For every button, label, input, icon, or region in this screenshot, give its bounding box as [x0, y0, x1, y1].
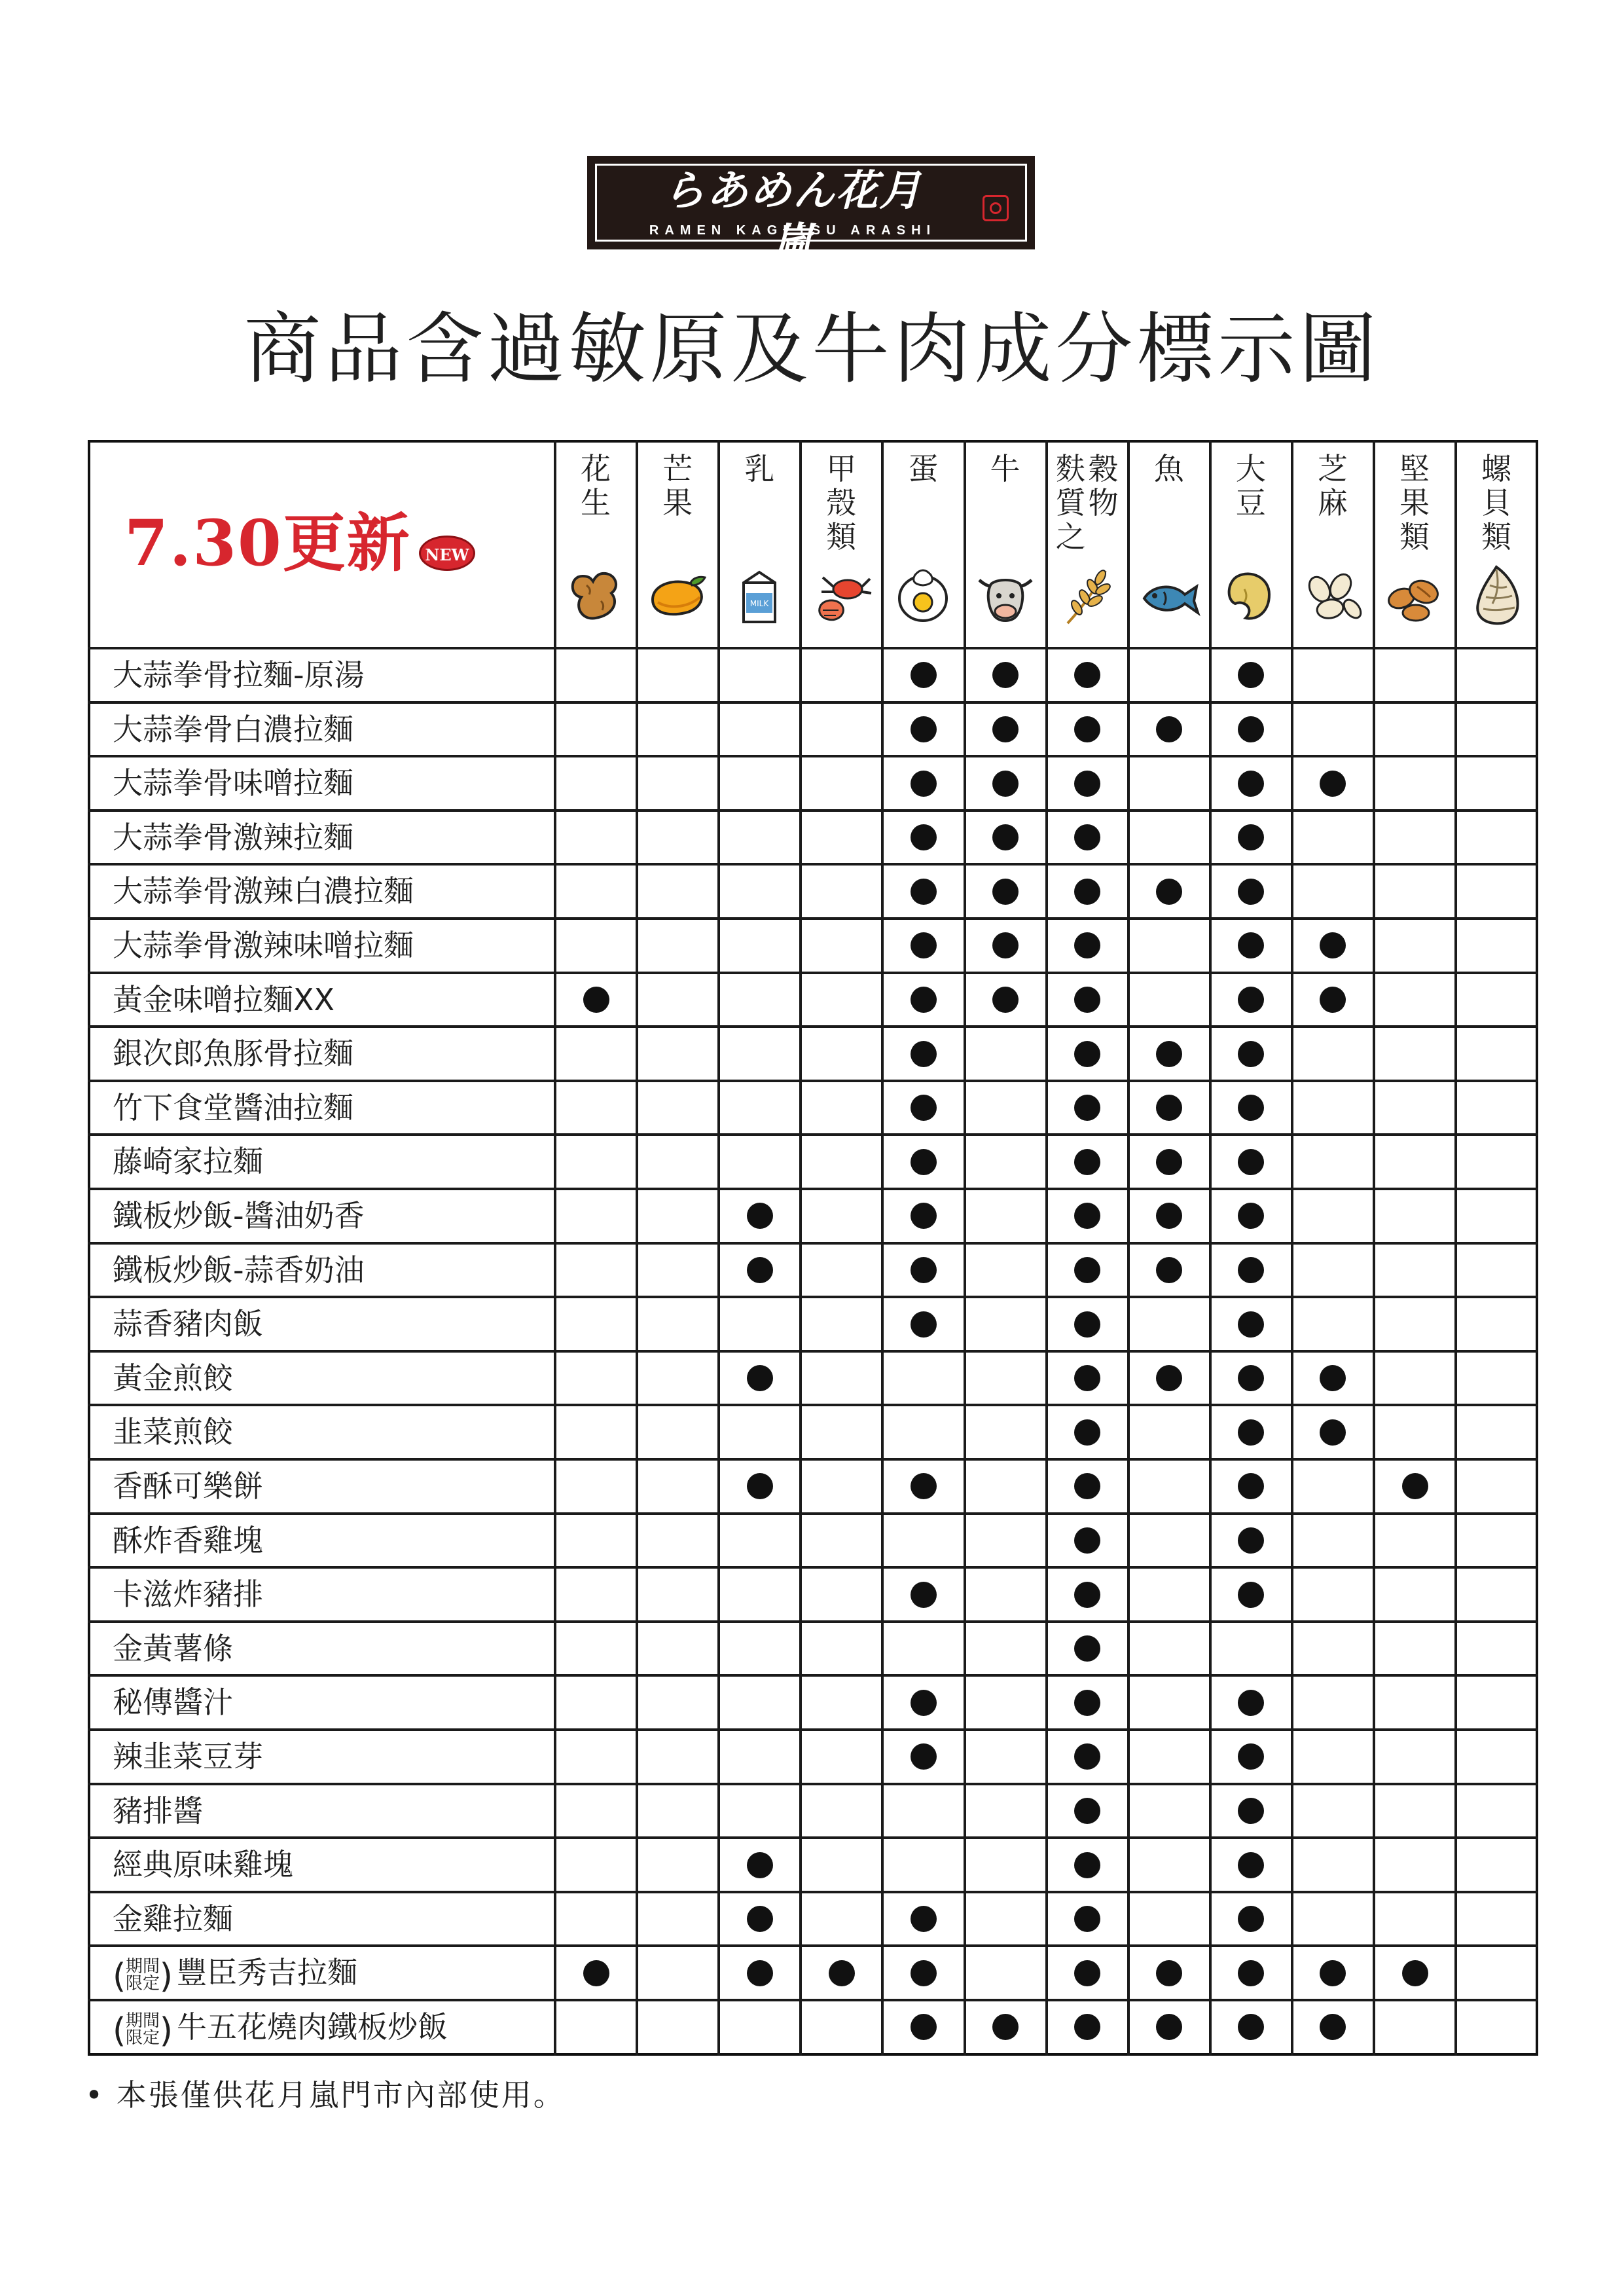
- column-header: [1292, 452, 1373, 520]
- menu-item-name: [113, 1675, 233, 1729]
- limited-time-tag-text: ( 期間限定 ): [124, 1958, 161, 1992]
- row-divider: [88, 1566, 1538, 1569]
- menu-item-name: [113, 1567, 263, 1621]
- allergen-dot: [911, 1149, 937, 1175]
- allergen-dot: [1402, 1473, 1428, 1499]
- menu-item-label: 金雞拉麵: [113, 1901, 233, 1937]
- allergen-dot: [1074, 1906, 1100, 1932]
- allergen-dot: [911, 662, 937, 688]
- menu-item-name: [113, 1514, 263, 1567]
- allergen-dot: [1238, 1960, 1264, 1986]
- menu-item-name: [113, 1297, 263, 1351]
- allergen-dot: [1238, 1690, 1264, 1716]
- allergen-dot: [911, 932, 937, 958]
- column-header-label: 魚: [1153, 451, 1184, 486]
- allergen-dot: [1074, 932, 1100, 958]
- column-header-label: 蛋: [908, 451, 939, 486]
- allergen-dot: [1074, 1419, 1100, 1446]
- allergen-dot: [1320, 2014, 1346, 2040]
- allergen-dot: [911, 1041, 937, 1067]
- menu-item-name: [113, 2000, 448, 2054]
- allergen-dot: [911, 1690, 937, 1716]
- allergen-dot: [911, 824, 937, 850]
- row-divider: [88, 1728, 1538, 1731]
- cow-icon: [965, 563, 1046, 635]
- allergen-dot: [747, 1203, 773, 1229]
- allergen-dot: [1238, 1257, 1264, 1283]
- allergen-dot: [911, 1743, 937, 1770]
- allergen-dot: [1156, 1149, 1182, 1175]
- menu-item-label: 鐵板炒飯-醬油奶香: [113, 1198, 365, 1233]
- allergen-dot: [1320, 932, 1346, 958]
- allergen-dot: [1074, 824, 1100, 850]
- shrimp-crab-icon: [801, 563, 882, 635]
- menu-item-name: [113, 973, 334, 1027]
- menu-item-label: 銀次郎魚豚骨拉麵: [113, 1036, 353, 1072]
- allergen-dot: [747, 1852, 773, 1878]
- allergen-dot: [1238, 987, 1264, 1013]
- menu-item-label: 蒜香豬肉飯: [113, 1306, 263, 1342]
- menu-item-label: 韭菜煎餃: [113, 1414, 233, 1450]
- allergen-dot: [1074, 1365, 1100, 1391]
- allergen-dot: [992, 987, 1019, 1013]
- column-header: [719, 452, 800, 486]
- menu-item-label: 大蒜拳骨白濃拉麵: [113, 711, 353, 747]
- limited-time-tag: [113, 1946, 175, 1999]
- allergen-dot: [1238, 1419, 1264, 1446]
- column-header-label: 甲殼類: [826, 451, 857, 555]
- menu-item-name: [113, 1946, 357, 1999]
- allergen-dot: [1238, 932, 1264, 958]
- allergen-dot: [1156, 1203, 1182, 1229]
- nuts-icon: [1374, 563, 1455, 635]
- svg-text:MILK: MILK: [749, 599, 769, 608]
- allergen-dot: [1320, 1960, 1346, 1986]
- menu-item-label: 卡滋炸豬排: [113, 1576, 263, 1613]
- allergen-dot: [1156, 1960, 1182, 1986]
- mango-icon: [637, 563, 718, 635]
- logo-name: らあめん花月嵐: [663, 166, 922, 268]
- sesame-icon: [1292, 563, 1373, 635]
- allergen-dot: [992, 2014, 1019, 2040]
- logo-seal-icon: [983, 195, 1009, 221]
- column-header: [1374, 452, 1455, 554]
- menu-item-label: 大蒜拳骨激辣味噌拉麵: [113, 928, 414, 963]
- table-border-top: [88, 440, 1538, 443]
- allergen-dot: [1320, 1365, 1346, 1391]
- allergen-dot: [1238, 1311, 1264, 1338]
- column-header-label: 芝麻: [1317, 451, 1348, 520]
- menu-item-label: 藤崎家拉麵: [113, 1144, 263, 1180]
- allergen-dot: [1238, 716, 1264, 742]
- allergen-dot: [992, 662, 1019, 688]
- allergen-dot: [911, 1906, 937, 1932]
- allergen-dot: [747, 1960, 773, 1986]
- allergen-dot: [911, 1203, 937, 1229]
- menu-item-name: [113, 1135, 263, 1188]
- allergen-dot: [829, 1960, 855, 1986]
- column-divider: [1045, 440, 1048, 2056]
- fish-icon: [1128, 563, 1210, 635]
- column-header-label: 螺貝類: [1481, 451, 1512, 555]
- allergen-dot: [911, 1960, 937, 1986]
- row-divider: [88, 1458, 1538, 1461]
- menu-item-name: [113, 756, 353, 810]
- allergen-dot: [1238, 1906, 1264, 1932]
- menu-item-label: 豐臣秀吉拉麵: [177, 1955, 357, 1991]
- allergen-dot: [1074, 662, 1100, 688]
- allergen-dot: [1238, 1852, 1264, 1878]
- allergen-dot: [911, 771, 937, 797]
- logo-romaji: RAMEN KAGETSU ARASHI: [649, 223, 937, 238]
- peanut-icon: [555, 563, 636, 635]
- column-divider: [636, 440, 638, 2056]
- allergen-dot: [1074, 1257, 1100, 1283]
- allergen-dot: [747, 1365, 773, 1391]
- menu-item-name: [113, 1838, 293, 1891]
- allergen-dot: [911, 1257, 937, 1283]
- menu-item-label: 鐵板炒飯-蒜香奶油: [113, 1252, 365, 1288]
- allergen-dot: [1238, 1365, 1264, 1391]
- shell-icon: [1456, 563, 1537, 635]
- limited-time-tag-text: ( 期間限定 ): [124, 2013, 161, 2047]
- allergen-dot: [747, 1257, 773, 1283]
- row-divider: [88, 1404, 1538, 1406]
- column-header: [555, 452, 636, 520]
- menu-item-label: 黃金味噌拉麵XX: [113, 981, 335, 1017]
- column-divider: [1454, 440, 1457, 2056]
- menu-item-name: [113, 1243, 365, 1297]
- allergen-dot: [1074, 1582, 1100, 1608]
- menu-item-label: 酥炸香雞塊: [113, 1522, 263, 1558]
- menu-item-name: [113, 702, 353, 756]
- allergen-dot: [1074, 1473, 1100, 1499]
- row-divider: [88, 1512, 1538, 1515]
- table-border-right: [1536, 440, 1538, 2056]
- menu-item-name: [113, 1730, 263, 1783]
- column-divider: [554, 440, 556, 2056]
- footnote-text: 本張僅供花月嵐門市內部使用。: [116, 2077, 566, 2113]
- allergen-dot: [1238, 1203, 1264, 1229]
- allergen-dot: [747, 1906, 773, 1932]
- soybean-icon: [1210, 563, 1291, 635]
- column-divider: [1373, 440, 1375, 2056]
- allergen-dot: [992, 771, 1019, 797]
- column-divider: [881, 440, 884, 2056]
- column-header: [1128, 452, 1210, 486]
- column-header: [1456, 452, 1537, 554]
- menu-item-label: 牛五花燒肉鐵板炒飯: [177, 2009, 448, 2045]
- allergen-dot: [1074, 1527, 1100, 1554]
- footnote: • 本張僅供花月嵐門市內部使用。: [85, 2077, 566, 2113]
- column-header-label: 牛: [990, 451, 1020, 486]
- allergen-dot: [1156, 716, 1182, 742]
- allergen-dot: [1320, 771, 1346, 797]
- column-header: [882, 452, 964, 486]
- row-divider: [88, 1891, 1538, 1893]
- allergen-dot: [1074, 1690, 1100, 1716]
- column-divider: [964, 440, 966, 2056]
- allergen-dot: [1238, 1095, 1264, 1121]
- allergen-dot: [1074, 2014, 1100, 2040]
- column-header-label: 乳: [744, 451, 775, 486]
- menu-item-label: 黃金煎餃: [113, 1360, 233, 1396]
- column-header: [1210, 452, 1291, 520]
- column-header: [965, 452, 1046, 486]
- column-divider: [717, 440, 720, 2056]
- allergen-dot: [1074, 1311, 1100, 1338]
- column-header-label: 大豆: [1235, 451, 1266, 520]
- menu-item-name: [113, 1189, 365, 1243]
- menu-item-label: 大蒜拳骨激辣白濃拉麵: [113, 873, 414, 909]
- allergen-dot: [1156, 1257, 1182, 1283]
- menu-item-name: [113, 648, 365, 702]
- column-header-label: 花生: [581, 451, 611, 520]
- allergen-dot: [1156, 1095, 1182, 1121]
- allergen-dot: [1074, 771, 1100, 797]
- column-header-label: 芒果: [662, 451, 693, 520]
- row-divider: [88, 1783, 1538, 1785]
- limited-time-tag: [113, 2000, 175, 2054]
- allergen-dot: [1238, 771, 1264, 797]
- brand-logo: [587, 156, 1035, 268]
- allergen-dot: [1074, 1041, 1100, 1067]
- menu-item-label: 秘傳醬汁: [113, 1685, 233, 1721]
- allergen-dot: [992, 824, 1019, 850]
- allergen-dot: [1402, 1960, 1428, 1986]
- menu-item-label: 金黃薯條: [113, 1630, 233, 1666]
- allergen-dot: [1156, 2014, 1182, 2040]
- egg-icon: [882, 563, 964, 635]
- allergen-dot: [911, 1095, 937, 1121]
- allergen-dot: [1156, 1365, 1182, 1391]
- allergen-dot: [911, 879, 937, 905]
- column-header: 麩 質 之 穀 物: [1055, 451, 1119, 555]
- allergen-dot: [1238, 879, 1264, 905]
- menu-item-name: [113, 864, 414, 918]
- milk-carton-icon: [719, 563, 800, 635]
- table-border-left: [88, 440, 90, 2056]
- menu-item-label: 大蒜拳骨激辣拉麵: [113, 819, 353, 855]
- allergen-dot: [1074, 1798, 1100, 1824]
- row-divider: [88, 1674, 1538, 1677]
- menu-item-name: [113, 1784, 203, 1838]
- allergen-dot: [992, 932, 1019, 958]
- menu-item-name: [113, 1351, 233, 1405]
- page-title: 商品含過敏原及牛肉成分標示圖: [244, 304, 1380, 394]
- allergen-dot: [583, 987, 609, 1013]
- column-header: [637, 452, 718, 520]
- allergen-dot: [911, 987, 937, 1013]
- allergen-dot: [1238, 1149, 1264, 1175]
- allergen-dot: [1074, 987, 1100, 1013]
- allergen-dot: [1074, 1635, 1100, 1662]
- menu-item-name: [113, 919, 414, 972]
- allergen-dot: [1074, 1960, 1100, 1986]
- allergen-dot: [747, 1473, 773, 1499]
- allergen-dot: [1238, 1798, 1264, 1824]
- menu-item-label: 辣韭菜豆芽: [113, 1739, 263, 1774]
- allergen-dot: [911, 1473, 937, 1499]
- allergen-dot: [1074, 1149, 1100, 1175]
- allergen-dot: [1156, 879, 1182, 905]
- allergen-dot: [1238, 1041, 1264, 1067]
- allergen-dot: [911, 2014, 937, 2040]
- menu-item-label: 香酥可樂餅: [113, 1468, 263, 1504]
- menu-item-name: [113, 811, 353, 864]
- allergen-dot: [911, 1311, 937, 1338]
- new-badge: NEW: [419, 536, 475, 571]
- menu-item-name: [113, 1405, 233, 1459]
- allergen-dot: [1320, 987, 1346, 1013]
- menu-item-name: [113, 1081, 353, 1135]
- menu-item-label: 竹下食堂醬油拉麵: [113, 1089, 353, 1125]
- allergen-dot: [1238, 824, 1264, 850]
- allergen-dot: [1238, 1582, 1264, 1608]
- allergen-dot: [911, 1582, 937, 1608]
- allergen-dot: [911, 716, 937, 742]
- row-divider: [88, 1620, 1538, 1623]
- allergen-dot: [1238, 1743, 1264, 1770]
- allergen-dot: [1074, 1095, 1100, 1121]
- menu-item-label: 經典原味雞塊: [113, 1847, 293, 1883]
- allergen-dot: [1320, 1419, 1346, 1446]
- allergen-dot: [1238, 1473, 1264, 1499]
- menu-item-label: 大蒜拳骨拉麵-原湯: [113, 657, 365, 693]
- update-label: 7.30更新: [124, 506, 411, 580]
- allergen-dot: [1074, 1743, 1100, 1770]
- row-divider: [88, 1350, 1538, 1353]
- allergen-dot: [992, 879, 1019, 905]
- column-divider: [799, 440, 802, 2056]
- menu-item-name: [113, 1622, 233, 1675]
- allergen-dot: [1238, 662, 1264, 688]
- column-header-label: 堅果類: [1399, 451, 1430, 555]
- menu-item-name: [113, 1892, 233, 1946]
- menu-item-label: 豬排醬: [113, 1793, 203, 1829]
- column-divider: [1127, 440, 1130, 2056]
- allergen-dot: [1238, 1527, 1264, 1554]
- allergen-dot: [1074, 716, 1100, 742]
- allergen-dot: [583, 1960, 609, 1986]
- allergen-dot: [992, 716, 1019, 742]
- menu-item-name: [113, 1027, 353, 1080]
- column-divider: [1291, 440, 1293, 2056]
- allergen-dot: [1156, 1041, 1182, 1067]
- allergen-dot: [1074, 879, 1100, 905]
- menu-item-name: [113, 1459, 263, 1513]
- row-divider: [88, 1836, 1538, 1839]
- column-divider: [1209, 440, 1212, 2056]
- allergen-dot: [1074, 1203, 1100, 1229]
- column-header: [801, 452, 882, 554]
- menu-item-label: 大蒜拳骨味噌拉麵: [113, 765, 353, 801]
- wheat-icon: [1047, 563, 1128, 635]
- allergen-dot: [1074, 1852, 1100, 1878]
- allergen-dot: [1238, 2014, 1264, 2040]
